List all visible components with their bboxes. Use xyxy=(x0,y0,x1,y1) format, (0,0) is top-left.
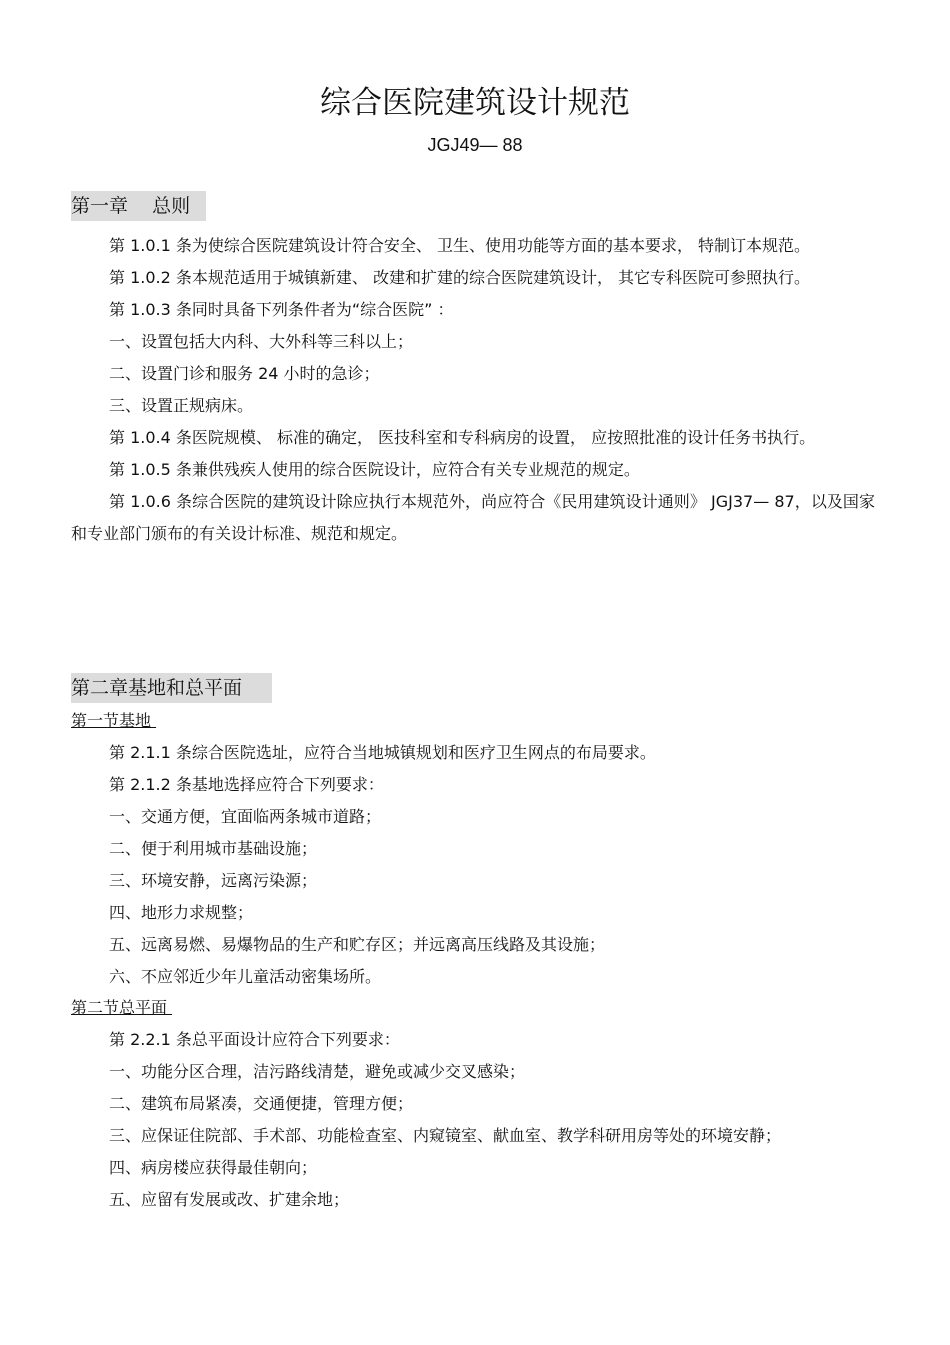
list-item: 二、建筑布局紧凑，交通便捷，管理方便； xyxy=(109,1094,414,1113)
clause-2-1-2: 第 2.1.2 条基地选择应符合下列要求： xyxy=(109,775,384,794)
chapter-1-heading: 第一章 总则 xyxy=(71,191,206,221)
section-2-2-heading: 第二节总平面 xyxy=(71,998,173,1017)
clause-1-0-5: 第 1.0.5 条兼供残疾人使用的综合医院设计，应符合有关专业规范的规定。 xyxy=(109,460,640,479)
chapter-1-body xyxy=(71,230,875,550)
list-item: 五、应留有发展或改、扩建余地； xyxy=(109,1190,350,1209)
list-item: 二、设置门诊和服务 24 小时的急诊； xyxy=(109,364,380,383)
clause-2-1-1: 第 2.1.1 条综合医院选址，应符合当地城镇规划和医疗卫生网点的布局要求。 xyxy=(109,743,656,762)
list-item: 一、交通方便，宜面临两条城市道路； xyxy=(109,807,382,826)
list-item: 二、便于利用城市基础设施； xyxy=(109,839,318,858)
list-item: 一、功能分区合理，洁污路线清楚，避免或减少交叉感染； xyxy=(109,1062,526,1081)
standard-code: JGJ49— 88 xyxy=(427,135,523,155)
list-item: 四、病房楼应获得最佳朝向； xyxy=(109,1158,318,1177)
clause-1-0-2: 第 1.0.2 条本规范适用于城镇新建、 改建和扩建的综合医院建筑设计， 其它专科医院可参照执行。 xyxy=(109,268,811,287)
clause-1-0-6: 第 1.0.6 条综合医院的建筑设计除应执行本规范外，尚应符合《民用建筑设计通则》 JGJ37— 87，以及国家和专业部门颁布的有关设计标准、规范和规定。 xyxy=(71,492,875,543)
section-2-1-body xyxy=(71,737,875,993)
chapter-2-heading: 第二章基地和总平面 xyxy=(71,673,272,703)
clause-1-0-4: 第 1.0.4 条医院规模、 标准的确定， 医技科室和专科病房的设置， 应按照批准的设计任务书执行。 xyxy=(109,428,816,447)
document-title: 综合医院建筑设计规范 xyxy=(320,85,630,121)
list-item: 三、设置正规病床。 xyxy=(109,396,254,415)
clause-2-2-1: 第 2.2.1 条总平面设计应符合下列要求： xyxy=(109,1030,400,1049)
list-item: 四、地形力求规整； xyxy=(109,903,254,922)
section-2-2-body xyxy=(71,1024,875,1216)
list-item: 三、环境安静，远离污染源； xyxy=(109,871,318,890)
list-item: 一、设置包括大内科、大外科等三科以上； xyxy=(109,332,414,351)
clause-1-0-3: 第 1.0.3 条同时具备下列条件者为“综合医院” ： xyxy=(109,300,454,319)
list-item: 六、不应邻近少年儿童活动密集场所。 xyxy=(109,967,382,986)
list-item: 三、应保证住院部、手术部、功能检查室、内窥镜室、献血室、教学科研用房等处的环境安静； xyxy=(109,1126,782,1145)
section-2-1-heading: 第一节基地 xyxy=(71,711,157,730)
list-item: 五、远离易燃、易爆物品的生产和贮存区；并远离高压线路及其设施； xyxy=(109,935,606,954)
clause-1-0-1: 第 1.0.1 条为使综合医院建筑设计符合安全、 卫生、使用功能等方面的基本要求， 特制订本规范。 xyxy=(109,236,811,255)
